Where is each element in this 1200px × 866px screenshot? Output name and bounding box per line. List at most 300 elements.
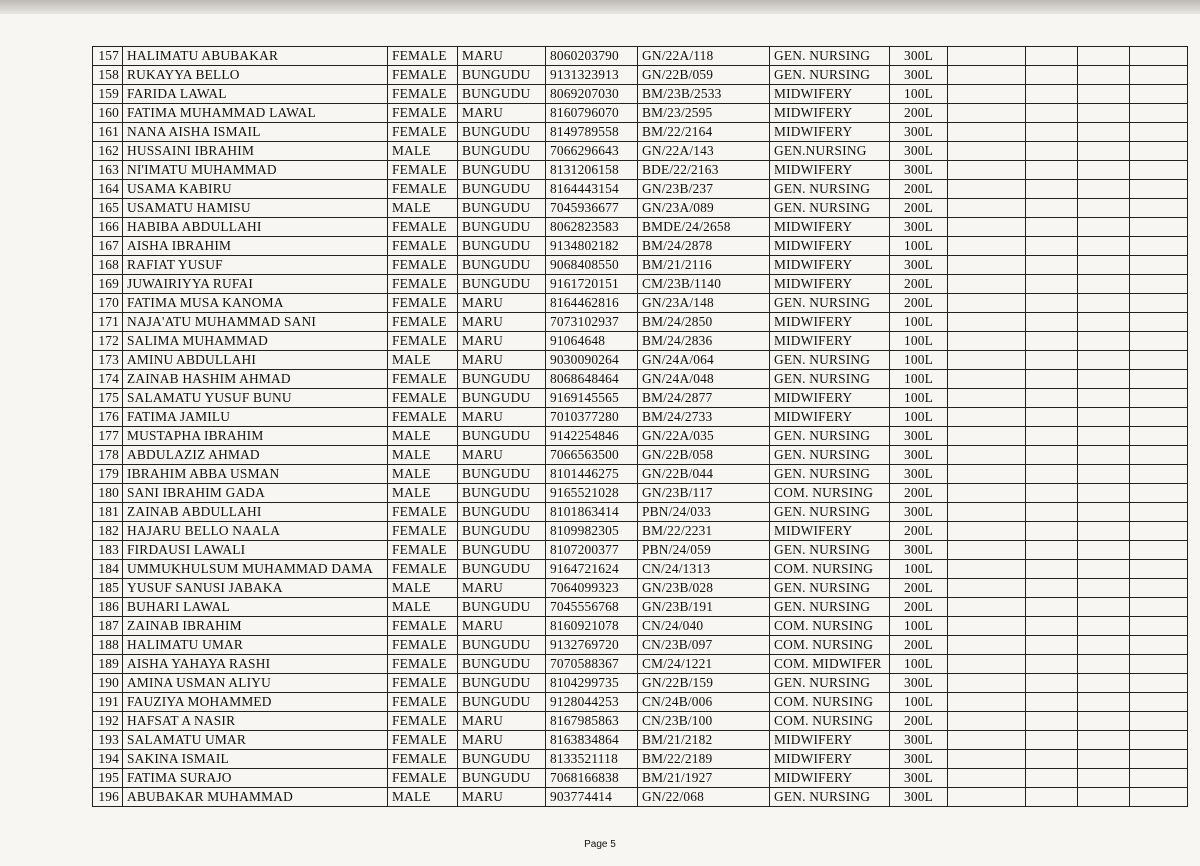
programme-cell: COM. NURSING: [770, 617, 890, 636]
empty-cell: [948, 237, 1026, 256]
empty-cell: [948, 199, 1026, 218]
phone-cell: 8160921078: [546, 617, 638, 636]
phone-cell: 8164443154: [546, 180, 638, 199]
phone-cell: 8163834864: [546, 731, 638, 750]
empty-cell: [948, 617, 1026, 636]
reg-number-cell: BM/22/2189: [638, 750, 770, 769]
reg-number-cell: GN/24A/064: [638, 351, 770, 370]
table-row: [93, 655, 1188, 674]
empty-cell: [1078, 332, 1130, 351]
name-cell: FAUZIYA MOHAMMED: [123, 693, 388, 712]
empty-cell: [1130, 313, 1188, 332]
phone-cell: 9164721624: [546, 560, 638, 579]
empty-cell: [1130, 465, 1188, 484]
empty-cell: [948, 408, 1026, 427]
empty-cell: [1026, 256, 1078, 275]
programme-cell: MIDWIFERY: [770, 522, 890, 541]
programme-cell: MIDWIFERY: [770, 85, 890, 104]
gender-cell: MALE: [388, 788, 458, 807]
level-cell: 200L: [890, 598, 948, 617]
table-row: [93, 142, 1188, 161]
reg-number-cell: BDE/22/2163: [638, 161, 770, 180]
name-cell: AISHA YAHAYA RASHI: [123, 655, 388, 674]
serial-number-cell: 165: [93, 199, 123, 218]
reg-number-cell: CN/23B/097: [638, 636, 770, 655]
empty-cell: [1026, 85, 1078, 104]
reg-number-cell: BM/22/2164: [638, 123, 770, 142]
level-cell: 100L: [890, 313, 948, 332]
serial-number-cell: 159: [93, 85, 123, 104]
table-row: [93, 408, 1188, 427]
name-cell: HAJARU BELLO NAALA: [123, 522, 388, 541]
empty-cell: [1078, 123, 1130, 142]
lga-cell: MARU: [458, 47, 546, 66]
serial-number-cell: 177: [93, 427, 123, 446]
serial-number-cell: 193: [93, 731, 123, 750]
reg-number-cell: CN/24/040: [638, 617, 770, 636]
empty-cell: [948, 294, 1026, 313]
reg-number-cell: GN/23B/028: [638, 579, 770, 598]
empty-cell: [1078, 370, 1130, 389]
empty-cell: [1078, 465, 1130, 484]
reg-number-cell: GN/23B/117: [638, 484, 770, 503]
reg-number-cell: BM/21/2182: [638, 731, 770, 750]
programme-cell: COM. NURSING: [770, 484, 890, 503]
gender-cell: MALE: [388, 465, 458, 484]
gender-cell: FEMALE: [388, 294, 458, 313]
gender-cell: FEMALE: [388, 655, 458, 674]
empty-cell: [1026, 275, 1078, 294]
level-cell: 200L: [890, 180, 948, 199]
empty-cell: [948, 313, 1026, 332]
name-cell: JUWAIRIYYA RUFAI: [123, 275, 388, 294]
gender-cell: FEMALE: [388, 256, 458, 275]
name-cell: FATIMA MUSA KANOMA: [123, 294, 388, 313]
empty-cell: [1130, 351, 1188, 370]
phone-cell: 9128044253: [546, 693, 638, 712]
lga-cell: BUNGUDU: [458, 389, 546, 408]
table-row: [93, 389, 1188, 408]
empty-cell: [1026, 769, 1078, 788]
empty-cell: [1026, 579, 1078, 598]
empty-cell: [1026, 712, 1078, 731]
serial-number-cell: 179: [93, 465, 123, 484]
empty-cell: [1078, 161, 1130, 180]
empty-cell: [948, 769, 1026, 788]
name-cell: ZAINAB IBRAHIM: [123, 617, 388, 636]
table-row: [93, 427, 1188, 446]
empty-cell: [1026, 161, 1078, 180]
empty-cell: [1130, 598, 1188, 617]
table-row: [93, 446, 1188, 465]
empty-cell: [1078, 484, 1130, 503]
lga-cell: BUNGUDU: [458, 541, 546, 560]
serial-number-cell: 183: [93, 541, 123, 560]
serial-number-cell: 195: [93, 769, 123, 788]
reg-number-cell: GN/23A/148: [638, 294, 770, 313]
name-cell: NANA AISHA ISMAIL: [123, 123, 388, 142]
lga-cell: MARU: [458, 332, 546, 351]
reg-number-cell: GN/23B/191: [638, 598, 770, 617]
gender-cell: FEMALE: [388, 408, 458, 427]
empty-cell: [1026, 180, 1078, 199]
serial-number-cell: 186: [93, 598, 123, 617]
empty-cell: [1026, 199, 1078, 218]
empty-cell: [948, 541, 1026, 560]
gender-cell: FEMALE: [388, 218, 458, 237]
level-cell: 100L: [890, 655, 948, 674]
empty-cell: [948, 351, 1026, 370]
programme-cell: MIDWIFERY: [770, 256, 890, 275]
level-cell: 200L: [890, 104, 948, 123]
phone-cell: 8149789558: [546, 123, 638, 142]
lga-cell: BUNGUDU: [458, 674, 546, 693]
level-cell: 200L: [890, 199, 948, 218]
programme-cell: MIDWIFERY: [770, 123, 890, 142]
name-cell: FATIMA MUHAMMAD LAWAL: [123, 104, 388, 123]
programme-cell: MIDWIFERY: [770, 218, 890, 237]
reg-number-cell: GN/23B/237: [638, 180, 770, 199]
empty-cell: [1078, 47, 1130, 66]
empty-cell: [1130, 142, 1188, 161]
level-cell: 300L: [890, 427, 948, 446]
serial-number-cell: 167: [93, 237, 123, 256]
level-cell: 300L: [890, 465, 948, 484]
empty-cell: [1026, 522, 1078, 541]
serial-number-cell: 163: [93, 161, 123, 180]
empty-cell: [1026, 104, 1078, 123]
programme-cell: MIDWIFERY: [770, 161, 890, 180]
lga-cell: BUNGUDU: [458, 142, 546, 161]
empty-cell: [1026, 465, 1078, 484]
empty-cell: [1130, 731, 1188, 750]
empty-cell: [1026, 294, 1078, 313]
empty-cell: [1078, 294, 1130, 313]
phone-cell: 8101446275: [546, 465, 638, 484]
level-cell: 300L: [890, 66, 948, 85]
gender-cell: FEMALE: [388, 560, 458, 579]
phone-cell: 7045556768: [546, 598, 638, 617]
gender-cell: FEMALE: [388, 123, 458, 142]
gender-cell: MALE: [388, 484, 458, 503]
lga-cell: BUNGUDU: [458, 655, 546, 674]
lga-cell: MARU: [458, 731, 546, 750]
empty-cell: [948, 674, 1026, 693]
lga-cell: BUNGUDU: [458, 750, 546, 769]
empty-cell: [948, 598, 1026, 617]
table-row: [93, 484, 1188, 503]
programme-cell: GEN. NURSING: [770, 446, 890, 465]
name-cell: HALIMATU ABUBAKAR: [123, 47, 388, 66]
empty-cell: [1130, 275, 1188, 294]
empty-cell: [948, 788, 1026, 807]
serial-number-cell: 185: [93, 579, 123, 598]
serial-number-cell: 170: [93, 294, 123, 313]
level-cell: 300L: [890, 541, 948, 560]
empty-cell: [1130, 161, 1188, 180]
page-top-edge: [0, 0, 1200, 14]
student-table-body: [93, 47, 1188, 807]
table-row: [93, 731, 1188, 750]
reg-number-cell: CN/24B/006: [638, 693, 770, 712]
level-cell: 200L: [890, 636, 948, 655]
programme-cell: GEN. NURSING: [770, 465, 890, 484]
empty-cell: [948, 370, 1026, 389]
table-row: [93, 256, 1188, 275]
reg-number-cell: BM/21/2116: [638, 256, 770, 275]
lga-cell: MARU: [458, 617, 546, 636]
lga-cell: BUNGUDU: [458, 237, 546, 256]
empty-cell: [1078, 142, 1130, 161]
empty-cell: [1130, 218, 1188, 237]
empty-cell: [948, 275, 1026, 294]
programme-cell: GEN. NURSING: [770, 503, 890, 522]
empty-cell: [1078, 85, 1130, 104]
lga-cell: MARU: [458, 294, 546, 313]
empty-cell: [1078, 598, 1130, 617]
reg-number-cell: GN/22/068: [638, 788, 770, 807]
lga-cell: BUNGUDU: [458, 370, 546, 389]
serial-number-cell: 162: [93, 142, 123, 161]
lga-cell: MARU: [458, 408, 546, 427]
table-row: [93, 104, 1188, 123]
reg-number-cell: GN/22B/059: [638, 66, 770, 85]
table-row: [93, 788, 1188, 807]
empty-cell: [1078, 731, 1130, 750]
empty-cell: [1078, 427, 1130, 446]
level-cell: 100L: [890, 389, 948, 408]
lga-cell: BUNGUDU: [458, 693, 546, 712]
programme-cell: MIDWIFERY: [770, 408, 890, 427]
serial-number-cell: 157: [93, 47, 123, 66]
name-cell: FATIMA SURAJO: [123, 769, 388, 788]
empty-cell: [948, 180, 1026, 199]
empty-cell: [1078, 408, 1130, 427]
empty-cell: [1078, 256, 1130, 275]
level-cell: 200L: [890, 294, 948, 313]
serial-number-cell: 178: [93, 446, 123, 465]
empty-cell: [948, 427, 1026, 446]
reg-number-cell: BM/21/1927: [638, 769, 770, 788]
reg-number-cell: BM/23B/2533: [638, 85, 770, 104]
empty-cell: [1026, 237, 1078, 256]
lga-cell: BUNGUDU: [458, 199, 546, 218]
empty-cell: [1026, 66, 1078, 85]
level-cell: 300L: [890, 769, 948, 788]
phone-cell: 8069207030: [546, 85, 638, 104]
phone-cell: 7064099323: [546, 579, 638, 598]
empty-cell: [948, 332, 1026, 351]
lga-cell: BUNGUDU: [458, 427, 546, 446]
lga-cell: BUNGUDU: [458, 522, 546, 541]
gender-cell: MALE: [388, 427, 458, 446]
lga-cell: BUNGUDU: [458, 560, 546, 579]
level-cell: 100L: [890, 237, 948, 256]
table-row: [93, 370, 1188, 389]
empty-cell: [1026, 446, 1078, 465]
empty-cell: [1078, 199, 1130, 218]
empty-cell: [1078, 541, 1130, 560]
programme-cell: MIDWIFERY: [770, 275, 890, 294]
serial-number-cell: 171: [93, 313, 123, 332]
empty-cell: [1130, 123, 1188, 142]
serial-number-cell: 174: [93, 370, 123, 389]
empty-cell: [1130, 484, 1188, 503]
empty-cell: [1078, 351, 1130, 370]
programme-cell: GEN.NURSING: [770, 142, 890, 161]
empty-cell: [1026, 693, 1078, 712]
empty-cell: [1026, 598, 1078, 617]
table-row: [93, 47, 1188, 66]
empty-cell: [948, 750, 1026, 769]
name-cell: HABIBA ABDULLAHI: [123, 218, 388, 237]
empty-cell: [1130, 674, 1188, 693]
table-row: [93, 636, 1188, 655]
empty-cell: [1130, 47, 1188, 66]
empty-cell: [1130, 237, 1188, 256]
table-row: [93, 579, 1188, 598]
gender-cell: FEMALE: [388, 522, 458, 541]
empty-cell: [1026, 218, 1078, 237]
empty-cell: [1130, 712, 1188, 731]
reg-number-cell: CN/23B/100: [638, 712, 770, 731]
empty-cell: [1130, 579, 1188, 598]
empty-cell: [1130, 655, 1188, 674]
empty-cell: [1130, 636, 1188, 655]
level-cell: 100L: [890, 85, 948, 104]
gender-cell: FEMALE: [388, 313, 458, 332]
empty-cell: [948, 636, 1026, 655]
lga-cell: MARU: [458, 712, 546, 731]
gender-cell: MALE: [388, 199, 458, 218]
level-cell: 300L: [890, 788, 948, 807]
phone-cell: 8167985863: [546, 712, 638, 731]
level-cell: 300L: [890, 731, 948, 750]
phone-cell: 91064648: [546, 332, 638, 351]
empty-cell: [1026, 370, 1078, 389]
name-cell: HAFSAT A NASIR: [123, 712, 388, 731]
reg-number-cell: BM/24/2878: [638, 237, 770, 256]
empty-cell: [1078, 180, 1130, 199]
lga-cell: MARU: [458, 351, 546, 370]
name-cell: IBRAHIM ABBA USMAN: [123, 465, 388, 484]
serial-number-cell: 169: [93, 275, 123, 294]
empty-cell: [1026, 788, 1078, 807]
programme-cell: GEN. NURSING: [770, 66, 890, 85]
empty-cell: [1078, 750, 1130, 769]
empty-cell: [1130, 408, 1188, 427]
programme-cell: GEN. NURSING: [770, 427, 890, 446]
gender-cell: FEMALE: [388, 750, 458, 769]
name-cell: AMINU ABDULLAHI: [123, 351, 388, 370]
gender-cell: MALE: [388, 142, 458, 161]
empty-cell: [1130, 294, 1188, 313]
lga-cell: BUNGUDU: [458, 161, 546, 180]
serial-number-cell: 188: [93, 636, 123, 655]
table-row: [93, 275, 1188, 294]
reg-number-cell: BM/22/2231: [638, 522, 770, 541]
empty-cell: [1130, 541, 1188, 560]
programme-cell: MIDWIFERY: [770, 313, 890, 332]
empty-cell: [1026, 351, 1078, 370]
table-row: [93, 693, 1188, 712]
reg-number-cell: PBN/24/033: [638, 503, 770, 522]
empty-cell: [1078, 579, 1130, 598]
empty-cell: [948, 389, 1026, 408]
table-row: [93, 617, 1188, 636]
reg-number-cell: GN/22B/159: [638, 674, 770, 693]
lga-cell: MARU: [458, 446, 546, 465]
level-cell: 300L: [890, 123, 948, 142]
empty-cell: [1130, 180, 1188, 199]
gender-cell: FEMALE: [388, 275, 458, 294]
empty-cell: [948, 256, 1026, 275]
gender-cell: FEMALE: [388, 541, 458, 560]
reg-number-cell: BM/23/2595: [638, 104, 770, 123]
empty-cell: [1026, 674, 1078, 693]
gender-cell: FEMALE: [388, 237, 458, 256]
phone-cell: 9131323913: [546, 66, 638, 85]
empty-cell: [1130, 199, 1188, 218]
empty-cell: [948, 123, 1026, 142]
empty-cell: [1078, 693, 1130, 712]
empty-cell: [948, 522, 1026, 541]
gender-cell: FEMALE: [388, 617, 458, 636]
programme-cell: COM. NURSING: [770, 712, 890, 731]
serial-number-cell: 191: [93, 693, 123, 712]
gender-cell: FEMALE: [388, 180, 458, 199]
reg-number-cell: BM/24/2877: [638, 389, 770, 408]
empty-cell: [1078, 522, 1130, 541]
phone-cell: 8160796070: [546, 104, 638, 123]
empty-cell: [1130, 427, 1188, 446]
empty-cell: [948, 66, 1026, 85]
empty-cell: [1130, 332, 1188, 351]
empty-cell: [948, 655, 1026, 674]
empty-cell: [1078, 275, 1130, 294]
phone-cell: 8068648464: [546, 370, 638, 389]
gender-cell: FEMALE: [388, 503, 458, 522]
phone-cell: 8101863414: [546, 503, 638, 522]
serial-number-cell: 172: [93, 332, 123, 351]
lga-cell: BUNGUDU: [458, 484, 546, 503]
gender-cell: FEMALE: [388, 731, 458, 750]
gender-cell: MALE: [388, 598, 458, 617]
empty-cell: [1078, 655, 1130, 674]
programme-cell: MIDWIFERY: [770, 389, 890, 408]
programme-cell: COM. MIDWIFER: [770, 655, 890, 674]
empty-cell: [1130, 104, 1188, 123]
phone-cell: 8060203790: [546, 47, 638, 66]
gender-cell: FEMALE: [388, 693, 458, 712]
empty-cell: [1130, 693, 1188, 712]
lga-cell: BUNGUDU: [458, 256, 546, 275]
reg-number-cell: BM/24/2733: [638, 408, 770, 427]
serial-number-cell: 194: [93, 750, 123, 769]
serial-number-cell: 164: [93, 180, 123, 199]
table-row: [93, 218, 1188, 237]
empty-cell: [1026, 484, 1078, 503]
gender-cell: FEMALE: [388, 332, 458, 351]
programme-cell: GEN. NURSING: [770, 47, 890, 66]
lga-cell: BUNGUDU: [458, 769, 546, 788]
level-cell: 100L: [890, 370, 948, 389]
phone-cell: 8104299735: [546, 674, 638, 693]
serial-number-cell: 175: [93, 389, 123, 408]
name-cell: AMINA USMAN ALIYU: [123, 674, 388, 693]
name-cell: ZAINAB HASHIM AHMAD: [123, 370, 388, 389]
empty-cell: [1078, 712, 1130, 731]
